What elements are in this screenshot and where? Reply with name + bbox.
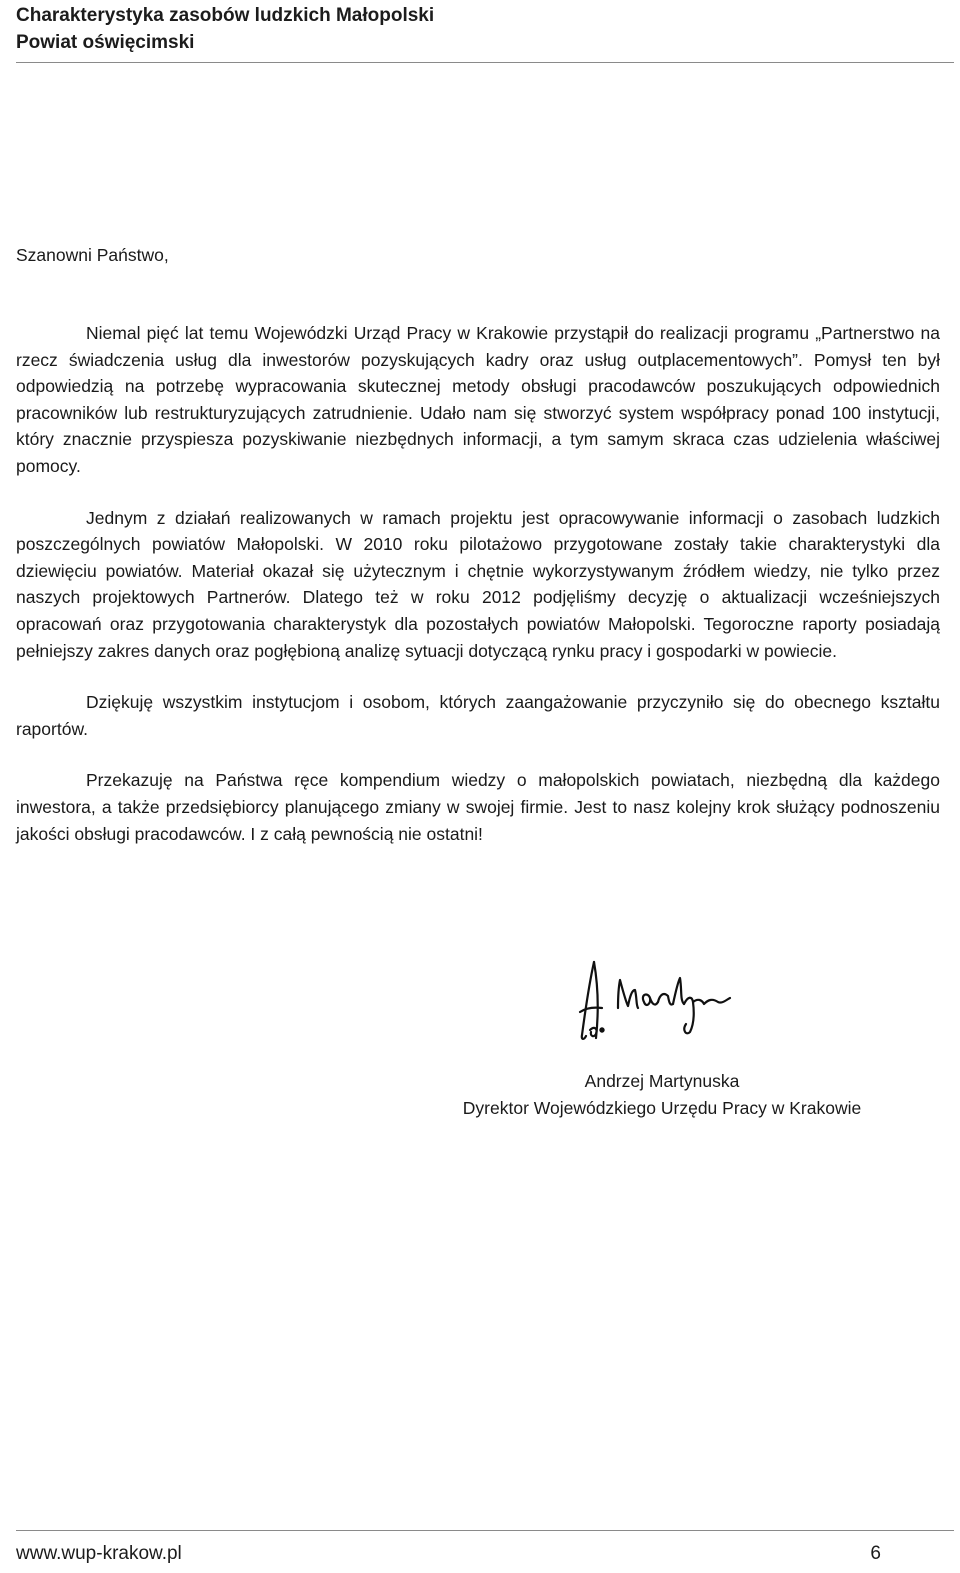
website-link[interactable]: www.wup-krakow.pl	[16, 1543, 182, 1564]
letter-paragraph-1: Niemal pięć lat temu Wojewódzki Urząd Pracy w Krakowie przystąpił do realizacji programu „Partnerstwo na rzecz świadczenia usług dla inwestorów pozyskujących kadry oraz usług outplacementowych”. Pomysł ten był odpowiedzią na potrzebę wypracowania skutecznej metody obsługi pracodawców poszukujących odpowiednich pracowników lub restrukturyzujących zatrudnienie. Udało nam się stworzyć system współpracy ponad 100 instytucji, który znacznie przyspiesza pozyskiwanie niezbędnych informacji, a tym samym skraca czas udzielenia właściwej pomocy.	[16, 323, 940, 476]
document-title: Charakterystyka zasobów ludzkich Małopolski	[16, 5, 435, 26]
letter-salutation: Szanowni Państwo,	[16, 245, 169, 265]
letter-paragraph-4: Przekazuję na Państwa ręce kompendium wiedzy o małopolskich powiatach, niezbędną dla każdego inwestora, a także przedsiębiorcy planującego zmiany w swojej firmie. Jest to nasz kolejny krok służący podnoszeniu jakości obsługi pracodawców. I z całą pewnością nie ostatni!	[16, 770, 940, 844]
signer-name: Andrzej Martynuska	[584, 1071, 740, 1091]
signature-block	[420, 1068, 904, 1121]
handwritten-signature	[572, 950, 742, 1045]
page-header	[16, 2, 954, 63]
page-number: 6	[870, 1543, 881, 1564]
letter-paragraph-2: Jednym z działań realizowanych w ramach projektu jest opracowywanie informacji o zasobach ludzkich poszczególnych powiatów Małopolski. W 2010 roku pilotażowo przygotowane zostały takie charakterystyki dla dziewięciu powiatów. Materiał okazał się użytecznym i chętnie wykorzystywanym źródłem wiedzy, nie tylko przez naszych projektowych Partnerów. Dlatego też w roku 2012 podjęliśmy decyzję o aktualizacji wcześniejszych opracowań oraz przygotowania charakterystyk dla pozostałych powiatów Małopolski. Tegoroczne raporty posiadają pełniejszy zakres danych oraz pogłębioną analizę sytuacji dotyczącą rynku pracy i gospodarki w powiecie.	[16, 507, 940, 661]
document-subtitle: Powiat oświęcimski	[16, 32, 195, 53]
page-footer	[16, 1530, 954, 1571]
signer-title: Dyrektor Wojewódzkiego Urzędu Pracy w Krakowie	[462, 1097, 862, 1118]
letter-body	[16, 320, 940, 847]
letter-paragraph-3: Dziękuję wszystkim instytucjom i osobom, których zaangażowanie przyczyniło się do obecnego kształtu raportów.	[16, 692, 940, 739]
